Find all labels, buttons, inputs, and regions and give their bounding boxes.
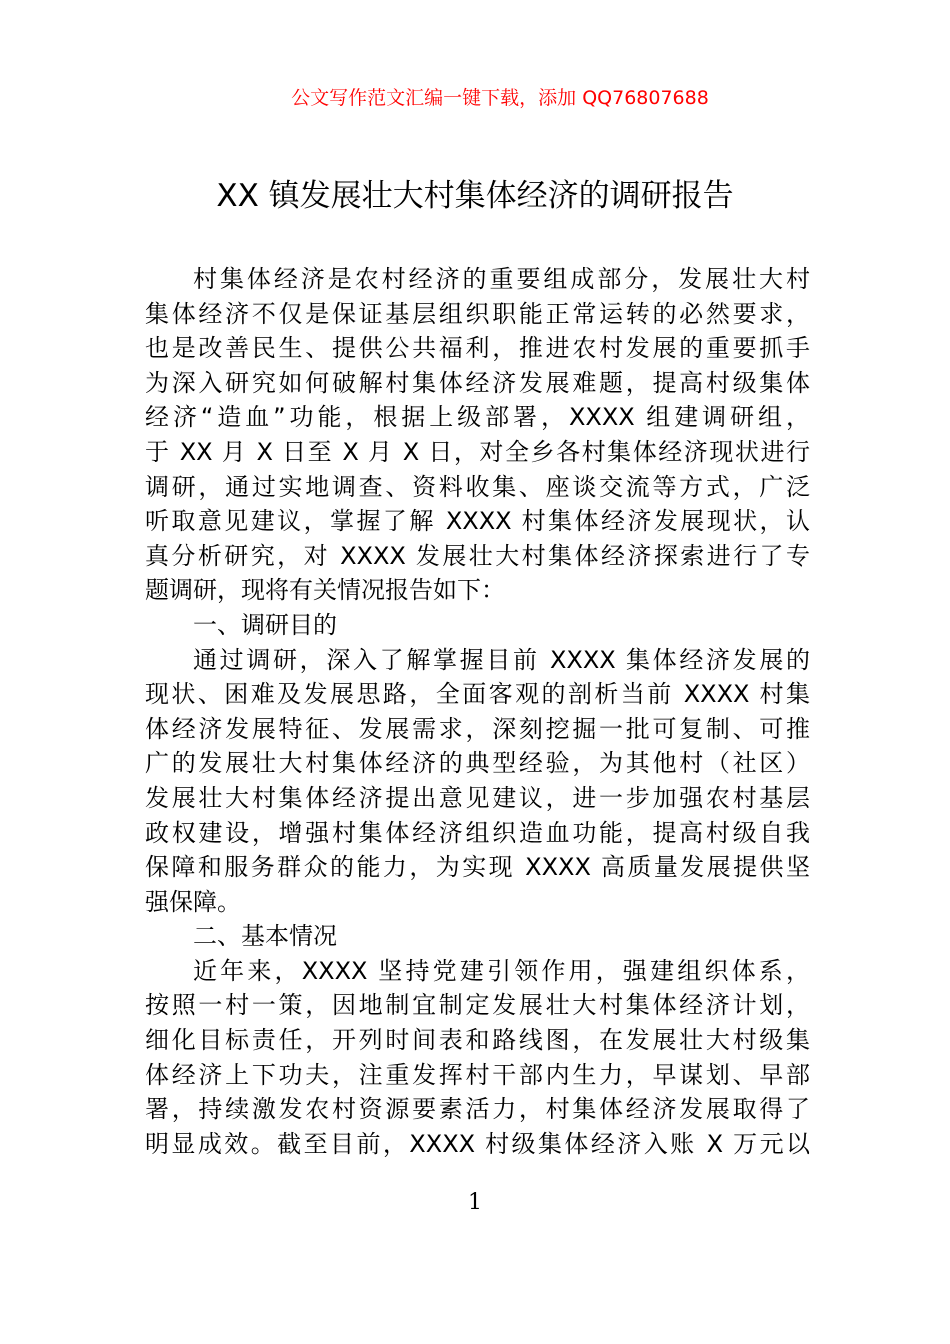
body-line: 集体经济不仅是保证基层组织职能正常运转的必然要求， bbox=[145, 299, 810, 328]
body-line: 听取意见建议，掌握了解 XXXX 村集体经济发展现状，认 bbox=[145, 507, 810, 536]
body-line: 现状、困难及发展思路，全面客观的剖析当前 XXXX 村集 bbox=[145, 680, 810, 709]
body-line: 广的发展壮大村集体经济的典型经验，为其他村（社区） bbox=[145, 749, 810, 778]
body-line: 题调研，现将有关情况报告如下： bbox=[145, 576, 505, 605]
body-line: 村集体经济是农村经济的重要组成部分，发展壮大村 bbox=[193, 265, 810, 293]
body-line: 政权建设，增强村集体经济组织造血功能，提高村级自我 bbox=[145, 818, 810, 847]
section-heading: 一、调研目的 bbox=[193, 610, 337, 639]
body-line: 按照一村一策，因地制宜制定发展壮大村集体经济计划， bbox=[145, 991, 810, 1020]
page-number: 1 bbox=[468, 1190, 482, 1215]
document-title: XX 镇发展壮大村集体经济的调研报告 bbox=[216, 178, 734, 214]
body-line: 调研，通过实地调查、资料收集、座谈交流等方式，广泛 bbox=[145, 472, 810, 501]
body-line: 也是改善民生、提供公共福利，推进农村发展的重要抓手 bbox=[145, 334, 810, 363]
body-line: 保障和服务群众的能力，为实现 XXXX 高质量发展提供坚 bbox=[145, 853, 810, 882]
body-line: 强保障。 bbox=[145, 887, 241, 916]
header-banner: 公文写作范文汇编一键下载，添加 QQ76807688 bbox=[291, 87, 709, 109]
document-body bbox=[145, 262, 810, 1161]
body-line: 经济“造血”功能，根据上级部署，XXXX 组建调研组， bbox=[145, 403, 810, 432]
body-line: 细化目标责任，开列时间表和路线图，在发展壮大村级集 bbox=[145, 1026, 810, 1055]
body-line: 真分析研究，对 XXXX 发展壮大村集体经济探索进行了专 bbox=[145, 541, 810, 570]
body-line: 通过调研，深入了解掌握目前 XXXX 集体经济发展的 bbox=[193, 645, 810, 674]
body-line: 发展壮大村集体经济提出意见建议，进一步加强农村基层 bbox=[145, 783, 810, 812]
body-line: 体经济发展特征、发展需求，深刻挖掘一批可复制、可推 bbox=[145, 714, 810, 743]
body-line: 署，持续激发农村资源要素活力，村集体经济发展取得了 bbox=[145, 1095, 810, 1124]
body-line: 为深入研究如何破解村集体经济发展难题，提高村级集体 bbox=[145, 368, 810, 397]
body-line: 明显成效。截至目前，XXXX 村级集体经济入账 X 万元以 bbox=[145, 1129, 810, 1158]
body-line: 近年来，XXXX 坚持党建引领作用，强建组织体系， bbox=[193, 956, 810, 985]
body-line: 体经济上下功夫，注重发挥村干部内生力，早谋划、早部 bbox=[145, 1060, 810, 1089]
body-line: 于 XX 月 X 日至 X 月 X 日，对全乡各村集体经济现状进行 bbox=[145, 437, 810, 466]
section-heading: 二、基本情况 bbox=[193, 922, 337, 951]
